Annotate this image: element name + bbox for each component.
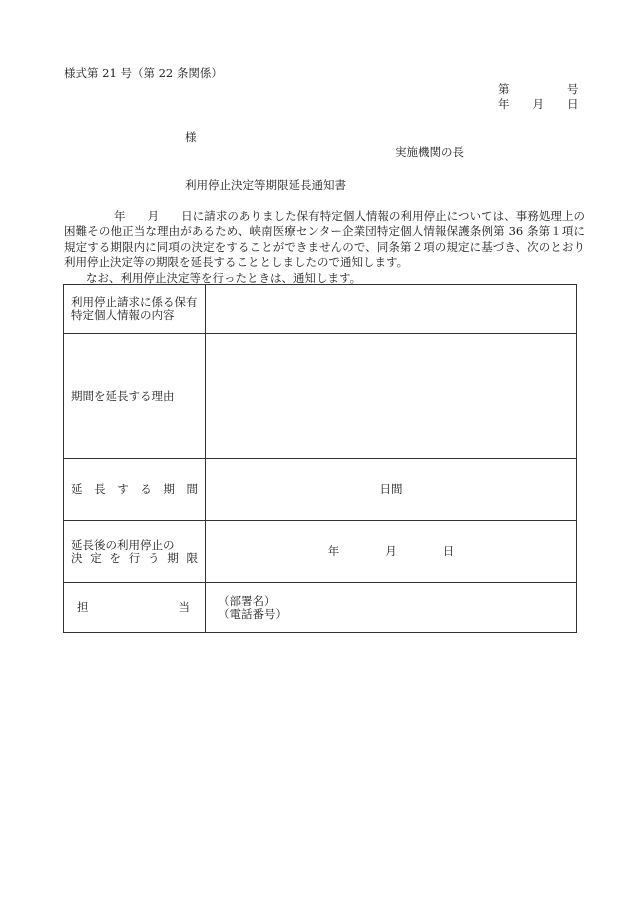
document-title: 利用停止決定等期限延長通知書 xyxy=(185,178,346,192)
reason-label: 期間を延長する理由 xyxy=(64,334,206,459)
extension-period-label: 延 長 す る 期 間 xyxy=(64,459,206,521)
reason-field xyxy=(206,334,577,459)
request-date-year: 年 xyxy=(114,209,126,223)
contact-field xyxy=(206,583,577,633)
request-date-month: 月 xyxy=(147,209,160,223)
notice-paragraph-1-text: 日に請求のありました保有特定個人情報の利用停止については、事務処理上の困難その他正当な理由があるため、峡南医療センター企業団特定個人情報保護条例第 36 条第１項に規定する期限内に同項の決定をすることができませんので、同条第２項の規定に基づき、次のとおり利用停止決定等の期限を延長することとしましたので通知します。 xyxy=(64,209,585,270)
addressee-honorific: 様 xyxy=(185,130,197,144)
reference-number: 第 号 xyxy=(498,82,579,96)
notice-body xyxy=(64,209,585,286)
extension-period-field: 日間 xyxy=(206,459,577,521)
reference-date: 年 月 日 xyxy=(498,97,579,111)
new-deadline-label: 延長後の利用停止の 決 定 を 行 う 期 限 xyxy=(64,521,206,583)
content-field xyxy=(206,285,577,334)
notice-paragraph-2: なお、利用停止決定等を行ったときは、通知します。 xyxy=(86,270,362,285)
new-deadline-field: 年 月 日 xyxy=(206,521,577,583)
contact-label: 担 当 xyxy=(64,583,206,633)
extension-details-table xyxy=(63,284,577,633)
table-row xyxy=(64,334,577,459)
table-row xyxy=(64,459,577,521)
content-label: 利用停止請求に係る保有特定個人情報の内容 xyxy=(64,285,206,334)
phone-number-label: （電話番号） xyxy=(218,606,287,621)
table-row xyxy=(64,583,577,633)
department-name-label: （部署名） xyxy=(218,593,276,608)
notice-paragraph-1 xyxy=(64,209,585,271)
table-row xyxy=(64,285,577,334)
table-row xyxy=(64,521,577,583)
form-number: 様式第 21 号（第 22 条関係） xyxy=(64,66,223,80)
sender-name: 実施機関の長 xyxy=(395,145,464,159)
